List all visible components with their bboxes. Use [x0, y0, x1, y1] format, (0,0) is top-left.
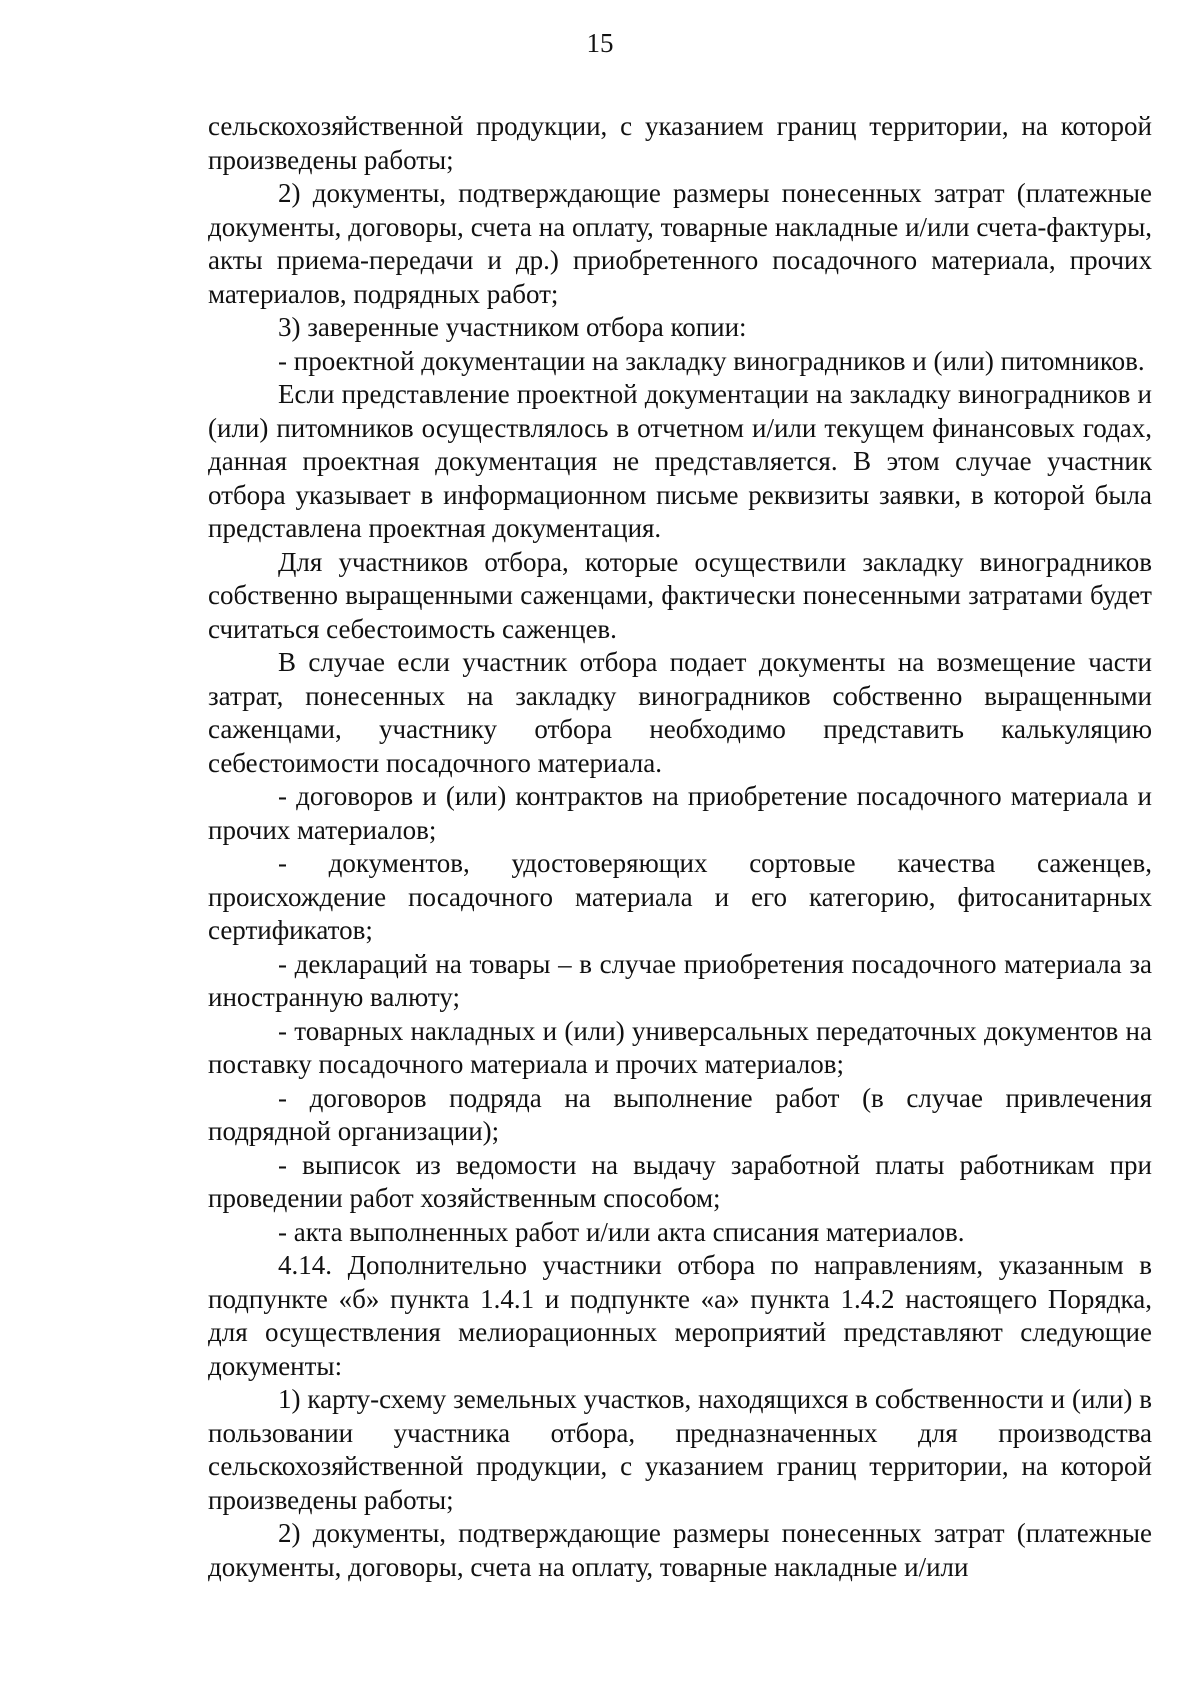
document-body [208, 110, 1152, 1584]
paragraph: 2) документы, подтверждающие размеры понесенных затрат (платежные документы, договоры, счета на оплату, товарные накладные и/или счета-фактуры, акты приема-передачи и др.) приобретенного посадочного материала, прочих материалов, подрядных работ; [208, 178, 1152, 309]
list-item: - договоров и (или) контрактов на приобретение посадочного материала и прочих материалов; [208, 781, 1152, 845]
list-item: - товарных накладных и (или) универсальных передаточных документов на поставку посадочного материала и прочих материалов; [208, 1015, 1152, 1079]
paragraph: 1) карту-схему земельных участков, находящихся в собственности и (или) в пользовании участника отбора, предназначенных для производства сельскохозяйственной продукции, с указанием границ территории, на которой произведены работы; [208, 1384, 1152, 1515]
page-number: 15 [586, 28, 614, 58]
paragraph: Для участников отбора, которые осуществили закладку виноградников собственно выращенными саженцами, фактически понесенными затратами будет считаться себестоимость саженцев. [208, 546, 1152, 644]
list-item: - акта выполненных работ и/или акта списания материалов. [278, 1216, 965, 1247]
section-paragraph: 4.14. Дополнительно участники отбора по направлениям, указанным в подпункте «б» пункта 1.4.1 и подпункте «а» пункта 1.4.2 настоящего Порядка, для осуществления мелиорационных мероприятий представляют следующие документы: [208, 1250, 1152, 1381]
list-item: - деклараций на товары – в случае приобретения посадочного материала за иностранную валюту; [208, 948, 1152, 1012]
list-item: - проектной документации на закладку виноградников и (или) питомников. [278, 345, 1145, 376]
list-item: - выписок из ведомости на выдачу заработной платы работникам при проведении работ хозяйственным способом; [208, 1149, 1152, 1213]
paragraph: сельскохозяйственной продукции, с указанием границ территории, на которой произведены работы; [208, 111, 1152, 175]
paragraph: Если представление проектной документации на закладку виноградников и (или) питомников осуществлялось в отчетном и/или текущем финансовых годах, данная проектная документация не представляется. В этом случае участник отбора указывает в информационном письме реквизиты заявки, в которой была представлена проектная документация. [208, 379, 1152, 543]
list-item: - договоров подряда на выполнение работ (в случае привлечения подрядной организации); [208, 1082, 1152, 1146]
paragraph: 2) документы, подтверждающие размеры понесенных затрат (платежные документы, договоры, счета на оплату, товарные накладные и/или [208, 1518, 1152, 1582]
paragraph: 3) заверенные участником отбора копии: [278, 312, 747, 342]
list-item: - документов, удостоверяющих сортовые качества саженцев, происхождение посадочного материала и его категорию, фитосанитарных сертификатов; [208, 848, 1152, 945]
paragraph: В случае если участник отбора подает документы на возмещение части затрат, понесенных на закладку виноградников собственно выращенными саженцами, участнику отбора необходимо представить калькуляцию себестоимости посадочного материала. [208, 647, 1152, 778]
